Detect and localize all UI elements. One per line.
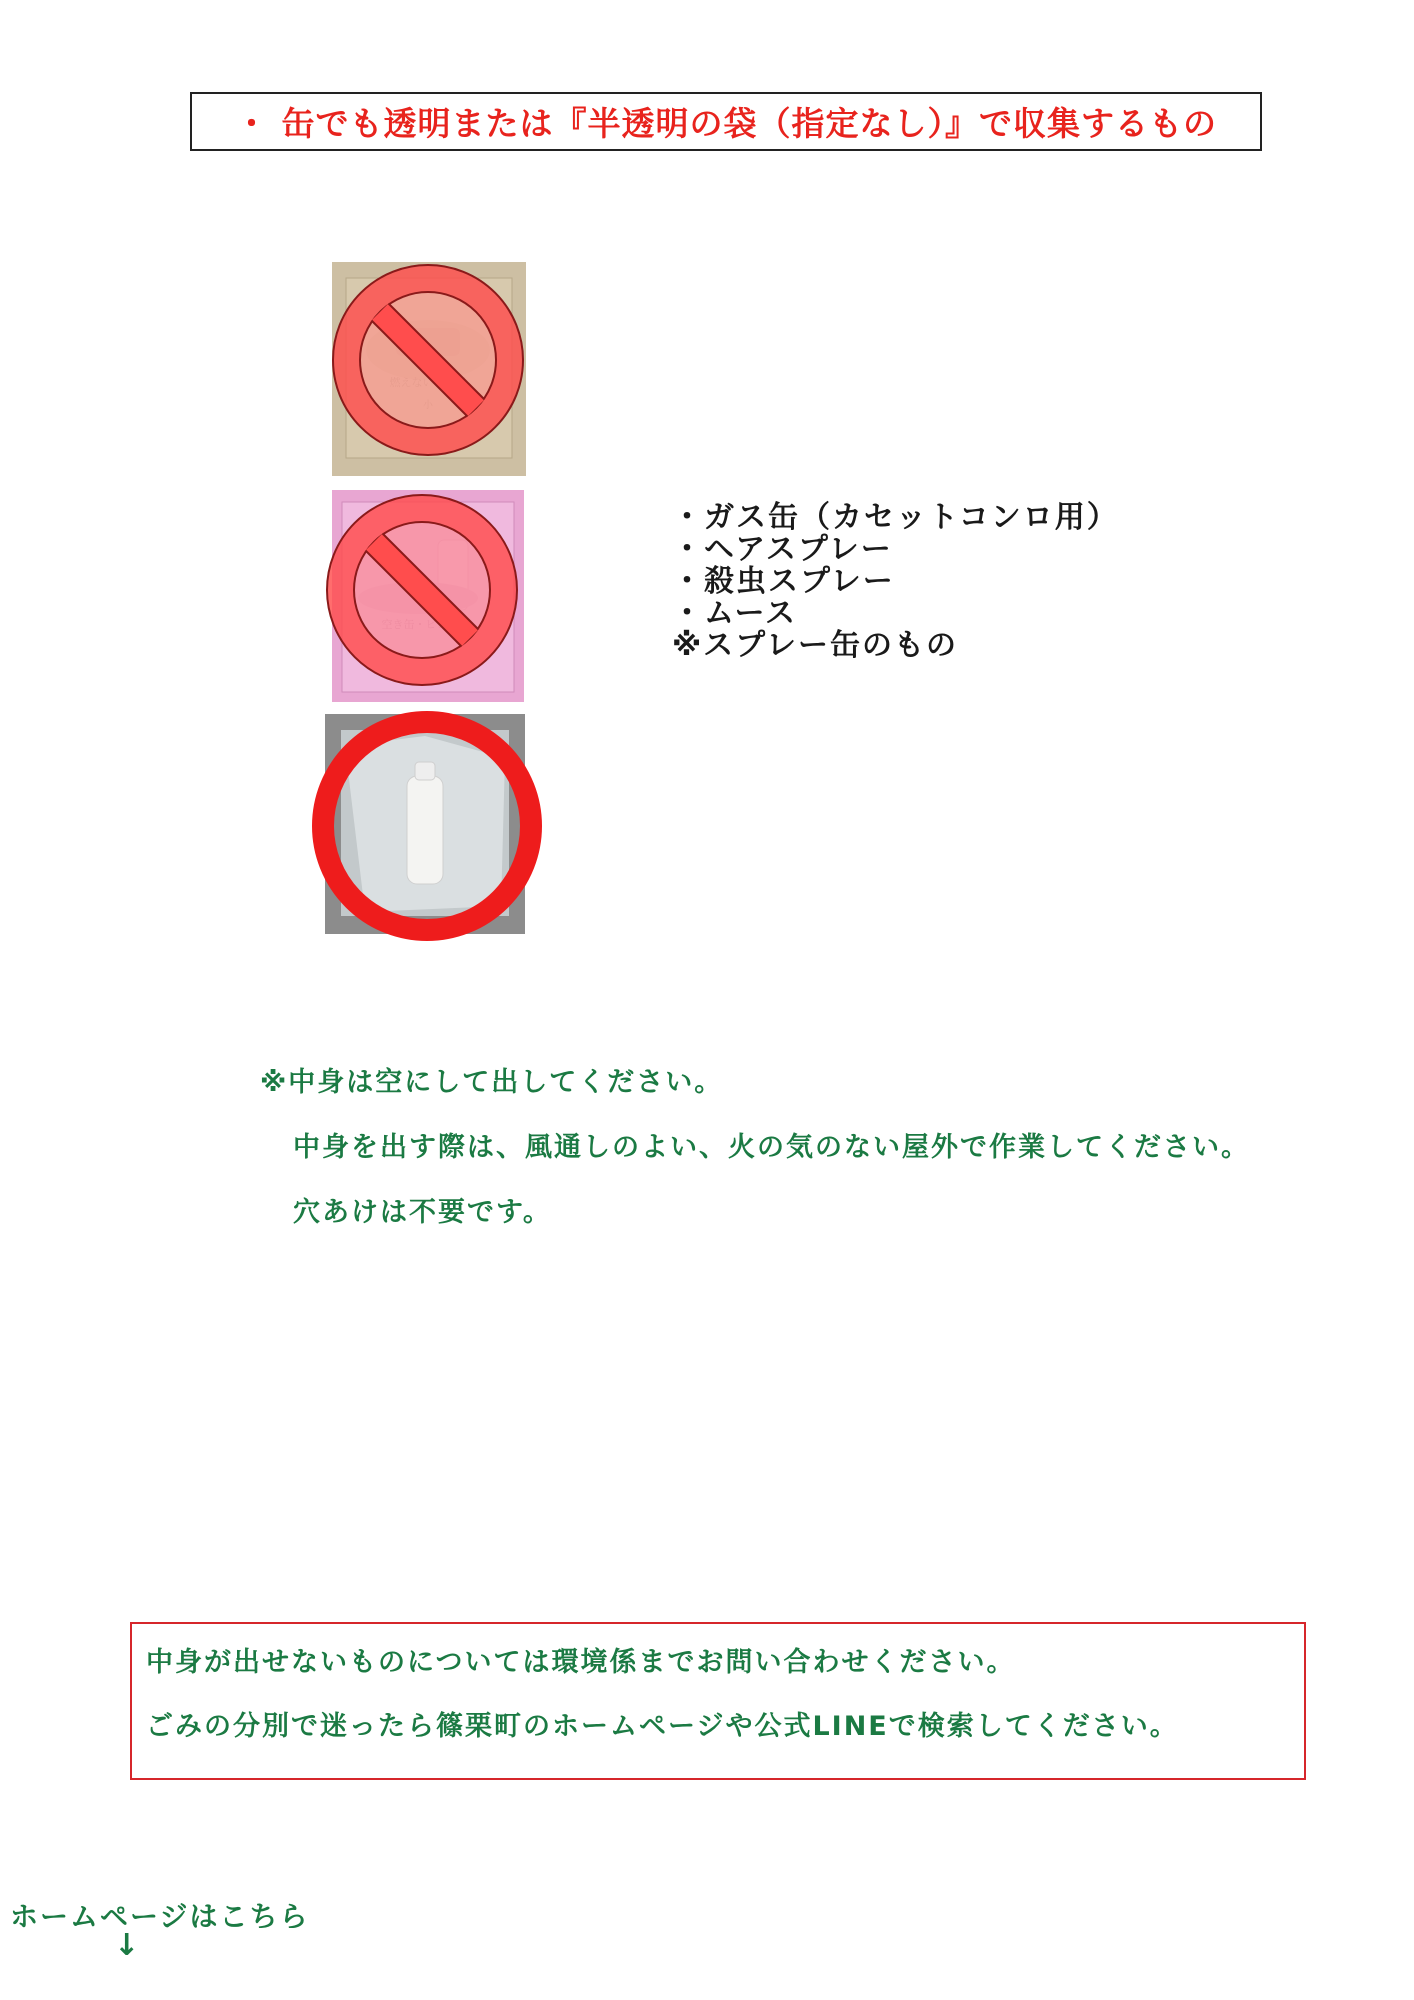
list-item: ※スプレー缶のもの <box>672 628 958 663</box>
transparent-bag-spray-can-photo <box>305 706 545 946</box>
note-ventilation: 中身を出す際は、風通しのよい、火の気のない屋外で作業してください。 <box>293 1132 1250 1163</box>
list-item: ・ヘアスプレー <box>672 532 893 567</box>
homepage-link[interactable]: ホームページはこちら <box>10 1900 310 1933</box>
non-burnable-bag-photo <box>310 258 542 480</box>
can-bottle-bag-photo <box>308 488 540 704</box>
info-search: ごみの分別で迷ったら篠栗町のホームページや公式LINEで検索してください。 <box>146 1711 1179 1742</box>
info-contact: 中身が出せないものについては環境係までお問い合わせください。 <box>146 1647 1016 1678</box>
item-list <box>672 502 1119 662</box>
note-no-puncture: 穴あけは不要です。 <box>293 1197 552 1228</box>
page-title: ・ 缶でも透明または『半透明の袋（指定なし）』で収集するもの <box>190 92 1262 151</box>
prohibited-icon <box>333 265 523 455</box>
note-empty-contents: ※中身は空にして出してください。 <box>260 1067 724 1098</box>
list-item: ・ムース <box>672 596 797 631</box>
info-box <box>130 1622 1306 1780</box>
down-arrow-icon: ↓ <box>114 1928 140 1963</box>
prohibited-icon <box>327 495 517 685</box>
list-item: ・殺虫スプレー <box>672 564 895 599</box>
list-item: ・ガス缶（カセットコンロ用） <box>672 500 1119 535</box>
